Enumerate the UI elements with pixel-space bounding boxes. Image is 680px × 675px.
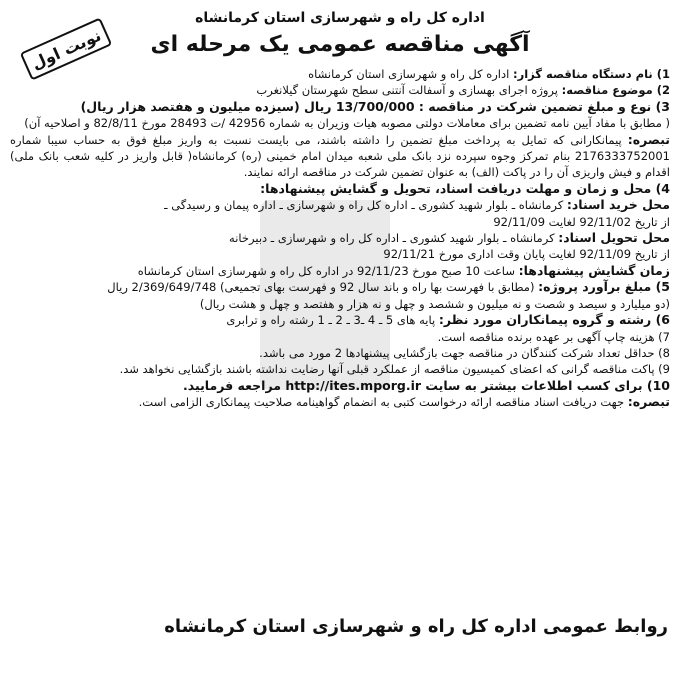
- item-3: [10, 99, 670, 115]
- opening-time: [10, 263, 670, 279]
- note-1: [10, 132, 670, 181]
- item-2-label: 2) موضوع مناقصه:: [561, 83, 670, 98]
- first-publication-badge: نوبت اول: [20, 17, 113, 80]
- opening-time-label: زمان گشایش پیشنهادها:: [518, 262, 670, 278]
- purchase-location-label: محل خرید اسناد:: [566, 197, 670, 213]
- item-3-amount: 13/700/000 ریال (سیزده میلیون و هفتصد هزار ریال): [80, 98, 419, 114]
- page-title: آگهی مناقصه عمومی یک مرحله ای: [150, 32, 530, 57]
- item-5: [10, 279, 670, 295]
- item-3-note: ( مطابق با مفاد آیین نامه تضمین برای معاملات دولتی مصوبه هیات وزیران به شماره 42956 /ت 28493 مورخ 82/8/11 و اصلاحیه آن): [24, 116, 670, 131]
- item-2: [10, 82, 670, 98]
- item-1-label: 1) نام دستگاه مناقصه گزار:: [512, 67, 670, 81]
- item-9: 9) پاکت مناقصه گرانی که اعضای کمیسیون مناقصه از عملکرد قبلی آنها رضایت نداشته باشند بازگشایی نخواهد شد.: [119, 362, 670, 377]
- purchase-location-text: کرمانشاه ـ بلوار شهید کشوری ـ اداره کل راه و شهرسازی ـ اداره پیمان و رسیدگی ـ: [164, 198, 567, 213]
- note-2-label: تبصره:: [627, 394, 670, 410]
- item-4-heading: 4) محل و زمان و مهلت دریافت اسناد، تحویل و گشایش پیشنهادها:: [260, 180, 670, 196]
- note-1-label: تبصره:: [627, 131, 670, 147]
- note-2: [10, 394, 670, 410]
- ad-body: [10, 66, 670, 411]
- delivery-dates: از تاریخ 92/11/09 لغایت پایان وقت اداری مورخ 92/11/21: [383, 247, 670, 262]
- delivery-location-label: محل تحویل اسناد:: [558, 230, 670, 246]
- note-2-text: جهت دریافت اسناد مناقصه ارائه درخواست کتبی به انضمام گواهینامه صلاحیت پیمانکاری الزامی است.: [138, 395, 628, 410]
- item-6: [10, 312, 670, 328]
- item-7: 7) هزینه چاپ آگهی بر عهده برنده مناقصه است.: [437, 329, 670, 344]
- website-link[interactable]: http://ites.mporg.ir: [285, 377, 422, 393]
- item-10: [10, 378, 670, 394]
- item-1: [10, 66, 670, 82]
- item-5-text: (مطابق با فهرست بها راه و باند سال 92 و فهرست بهای تجمیعی) 2/369/649/748 ریال: [107, 280, 539, 295]
- note-1-text: پیمانکارانی که تمایل به پرداخت مبلغ تضمین را داشته باشند، می بایست نسبت به واریز مبلغ فوق به حساب سیبا شماره 2176333752001 بنام تمرکز وجوه سپرده نزد بانک ملی شعبه میدان امام خمینی (ره) کرمانشاه( قابل واریز در کلیه شعب بانک ملی) اقدام و فیش واریزی آن را در پاکت (الف) به عنوان تضمین شرکت در مناقصه ارائه نمایند.: [10, 132, 670, 180]
- item-1-text: اداره کل راه و شهرسازی استان کرمانشاه: [308, 67, 513, 81]
- item-3-label: 3) نوع و مبلغ تضمین شرکت در مناقصه :: [418, 98, 670, 114]
- public-relations-footer: روابط عمومی اداره کل راه و شهرسازی استان کرمانشاه: [164, 616, 668, 637]
- delivery-location: [10, 230, 670, 246]
- item-5-label: 5) مبلغ برآورد پروژه:: [538, 279, 670, 295]
- organization-header: اداره کل راه و شهرسازی استان کرمانشاه: [195, 10, 485, 26]
- item-2-text: پروژه اجرای بهسازی و آسفالت آنتنی سطح شهرستان گیلانغرب: [256, 83, 562, 98]
- item-10-label: 10) برای کسب اطلاعات بیشتر به سایت: [425, 377, 670, 393]
- delivery-location-text: کرمانشاه ـ بلوار شهید کشوری ـ اداره کل راه و شهرسازی ـ دبیرخانه: [229, 231, 559, 246]
- purchase-dates: از تاریخ 92/11/02 لغایت 92/11/09: [493, 214, 670, 229]
- item-6-text: پایه های 5 ـ 4 ـ3 ـ 2 ـ 1 رشته راه و ترابری: [226, 313, 439, 328]
- purchase-location: [10, 197, 670, 213]
- item-10-tail: مراجعه فرمایید.: [183, 377, 286, 393]
- item-6-label: 6) رشته و گروه پیمانکاران مورد نظر:: [438, 312, 670, 328]
- opening-time-text: ساعت 10 صبح مورخ 92/11/23 در اداره کل راه و شهرسازی استان کرمانشاه: [137, 263, 519, 278]
- item-5-words: (دو میلیارد و سیصد و شصت و نه میلیون و ششصد و چهل و نه هزار و هفتصد و چهل و هشت ریال): [199, 296, 670, 311]
- item-8: 8) حداقل تعداد شرکت کنندگان در مناقصه جهت بازگشایی پیشنهادها 2 مورد می باشد.: [259, 345, 670, 360]
